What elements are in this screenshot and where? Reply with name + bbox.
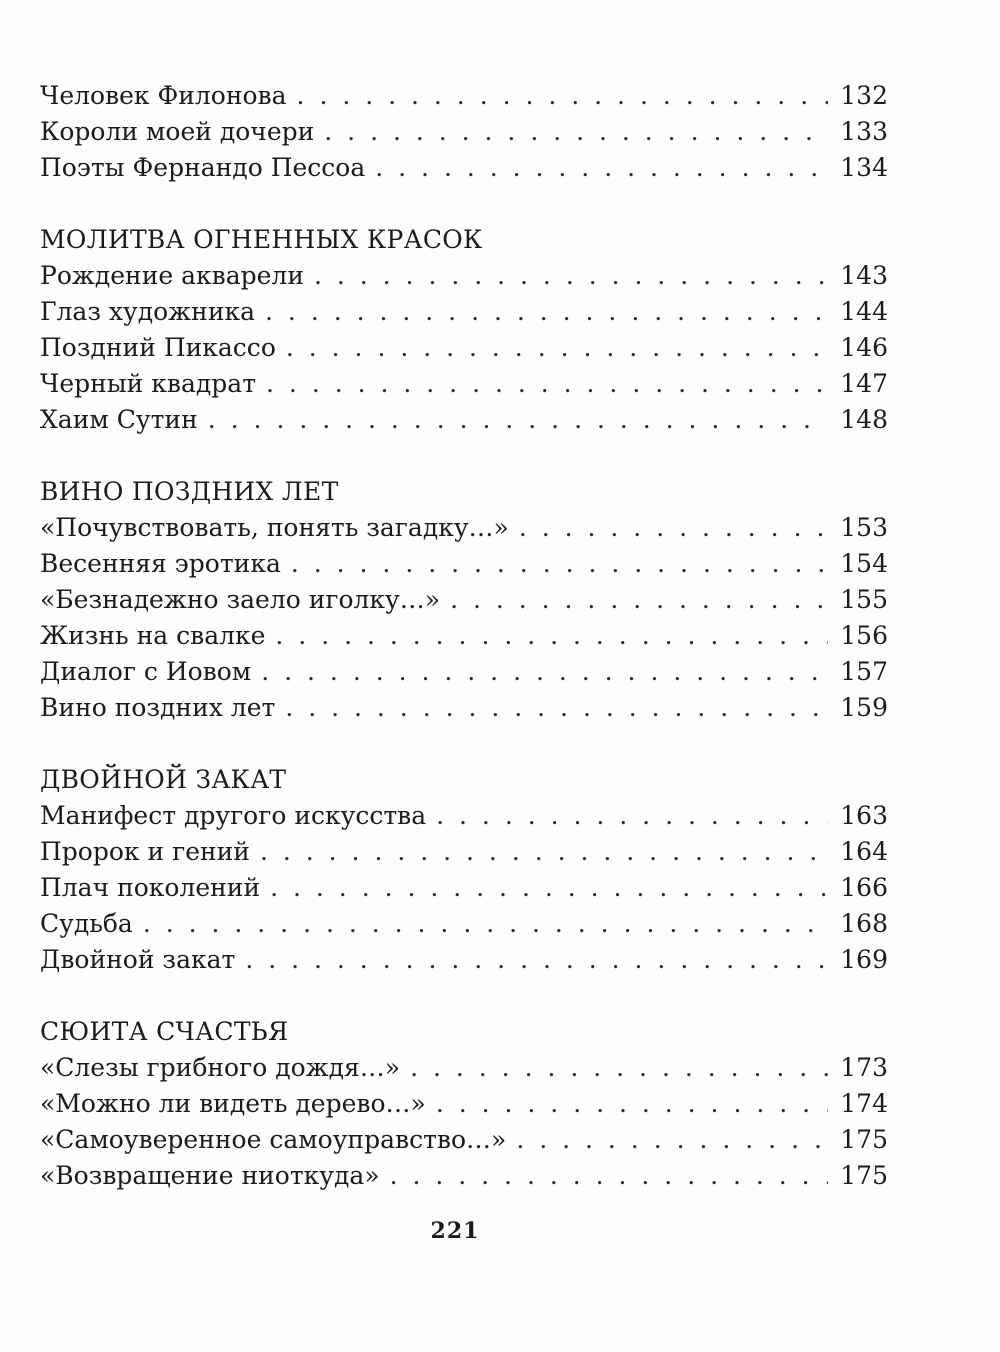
entry-page: 159 [840, 693, 888, 722]
entry-title: Судьба [40, 909, 133, 938]
entry-title: Вино поздних лет [40, 693, 276, 722]
dot-leader [286, 330, 828, 366]
entry-page: 163 [840, 801, 888, 830]
entry-page: 156 [840, 621, 888, 650]
entry-title: Манифест другого искусства [40, 801, 427, 830]
entry-page: 164 [840, 837, 888, 866]
entry-page: 147 [840, 369, 888, 398]
toc-entry [40, 510, 888, 546]
toc-entry [40, 330, 888, 366]
toc-entry [40, 402, 888, 438]
entry-page: 175 [840, 1125, 888, 1154]
entry-title: «Возвращение ниоткуда» [40, 1161, 380, 1190]
entry-page: 166 [840, 873, 888, 902]
section-heading: СЮИТА СЧАСТЬЯ [40, 1017, 289, 1046]
toc-entry [40, 618, 888, 654]
dot-leader [519, 510, 828, 546]
dot-leader [410, 1050, 828, 1086]
entry-title: Поздний Пикассо [40, 333, 276, 362]
dot-leader [261, 654, 828, 690]
dot-leader [270, 870, 828, 906]
toc-entry [40, 78, 888, 114]
section-heading: ВИНО ПОЗДНИХ ЛЕТ [40, 477, 339, 506]
toc-entry [40, 654, 888, 690]
entry-page: 133 [840, 117, 888, 146]
entry-title: Пророк и гений [40, 837, 250, 866]
entry-page: 143 [840, 261, 888, 290]
entry-title: Жизнь на свалке [40, 621, 266, 650]
toc-entry [40, 294, 888, 330]
entry-title: «Слезы грибного дождя…» [40, 1053, 401, 1082]
page-number: 221 [430, 1218, 480, 1244]
dot-leader [245, 942, 828, 978]
entry-title: Поэты Фернандо Пессоа [40, 153, 366, 182]
toc-entry [40, 366, 888, 402]
toc-entry [40, 150, 888, 186]
entry-title: «Безнадежно заело иголку…» [40, 585, 441, 614]
toc-section [40, 474, 888, 726]
entry-title: «Можно ли видеть дерево…» [40, 1089, 426, 1118]
entry-page: 173 [840, 1053, 888, 1082]
toc-entry [40, 258, 888, 294]
dot-leader [314, 258, 828, 294]
entry-title: Черный квадрат [40, 369, 257, 398]
entry-page: 175 [840, 1161, 888, 1190]
toc-section [40, 78, 888, 186]
dot-leader [516, 1122, 828, 1158]
dot-leader [390, 1158, 829, 1194]
toc-entry [40, 1122, 888, 1158]
entry-title: Весенняя эротика [40, 549, 281, 578]
toc-entry [40, 1050, 888, 1086]
dot-leader [266, 366, 828, 402]
dot-leader [291, 546, 828, 582]
entry-title: Человек Филонова [40, 81, 287, 110]
toc-entry [40, 546, 888, 582]
entry-title: Глаз художника [40, 297, 256, 326]
entry-page: 168 [840, 909, 888, 938]
dot-leader [265, 294, 828, 330]
entry-title: Плач поколений [40, 873, 261, 902]
dot-leader [275, 618, 828, 654]
toc-entry [40, 690, 888, 726]
toc-section [40, 762, 888, 978]
dot-leader [436, 1086, 828, 1122]
entry-title: Диалог с Иовом [40, 657, 252, 686]
toc-entry [40, 582, 888, 618]
entry-page: 154 [840, 549, 888, 578]
dot-leader [208, 402, 829, 438]
entry-title: Короли моей дочери [40, 117, 315, 146]
entry-page: 174 [840, 1089, 888, 1118]
toc-entry [40, 1086, 888, 1122]
toc-entry [40, 870, 888, 906]
entry-page: 157 [840, 657, 888, 686]
entry-title: Двойной закат [40, 945, 236, 974]
dot-leader [450, 582, 828, 618]
table-of-contents [40, 78, 888, 1230]
entry-page: 148 [840, 405, 888, 434]
toc-section [40, 222, 888, 438]
dot-leader [375, 150, 828, 186]
entry-title: Хаим Сутин [40, 405, 198, 434]
dot-leader [297, 78, 829, 114]
section-heading: ДВОЙНОЙ ЗАКАТ [40, 765, 287, 794]
entry-title: «Самоуверенное самоуправство…» [40, 1125, 507, 1154]
entry-page: 153 [840, 513, 888, 542]
entry-page: 155 [840, 585, 888, 614]
toc-entry [40, 798, 888, 834]
entry-page: 132 [840, 81, 888, 110]
entry-page: 144 [840, 297, 888, 326]
entry-page: 146 [840, 333, 888, 362]
dot-leader [436, 798, 828, 834]
toc-entry [40, 1158, 888, 1194]
toc-section [40, 1014, 888, 1194]
section-heading: МОЛИТВА ОГНЕННЫХ КРАСОК [40, 225, 483, 254]
toc-entry [40, 114, 888, 150]
entry-title: «Почувствовать, понять загадку…» [40, 513, 509, 542]
toc-entry [40, 942, 888, 978]
dot-leader [143, 906, 828, 942]
toc-entry [40, 834, 888, 870]
entry-page: 134 [840, 153, 888, 182]
entry-page: 169 [840, 945, 888, 974]
toc-entry [40, 906, 888, 942]
dot-leader [285, 690, 828, 726]
entry-title: Рождение акварели [40, 261, 304, 290]
dot-leader [324, 114, 828, 150]
dot-leader [260, 834, 828, 870]
